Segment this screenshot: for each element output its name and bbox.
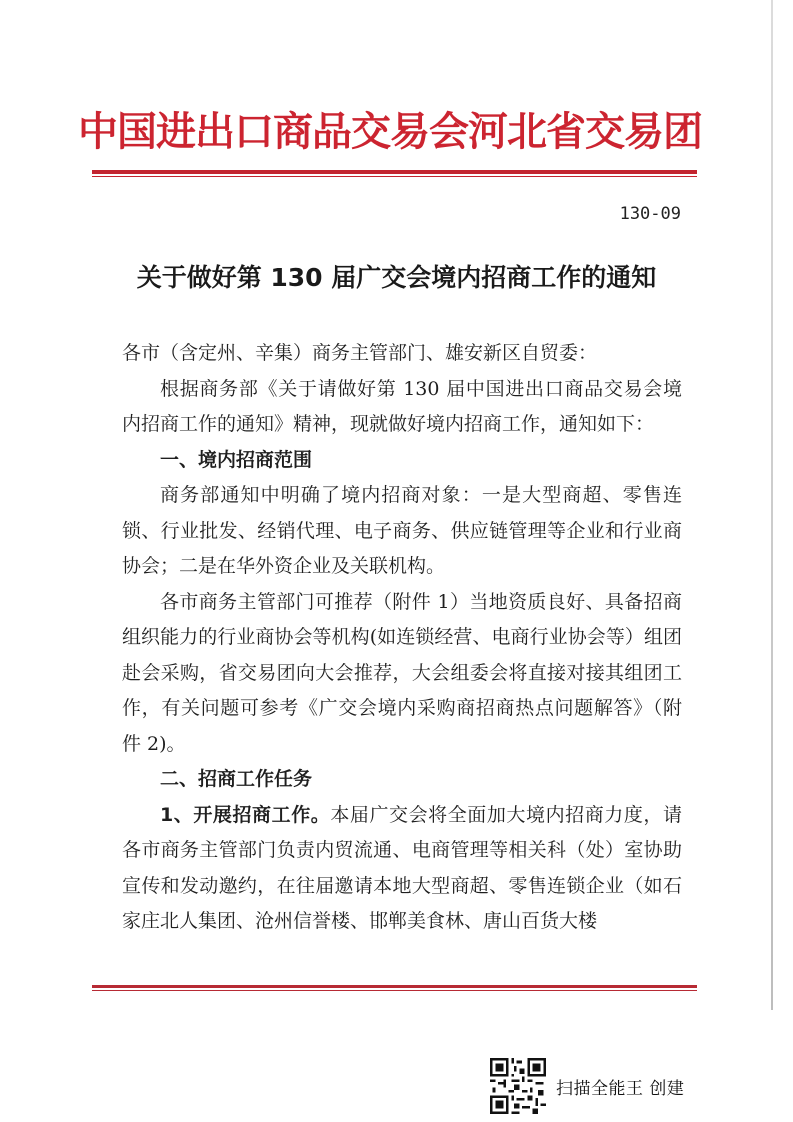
salutation: 各市（含定州、辛集）商务主管部门、雄安新区自贸委： bbox=[122, 342, 598, 364]
scanner-watermark bbox=[490, 1058, 684, 1114]
task-lead: 1、开展招商工作。 bbox=[160, 803, 331, 826]
letterhead-rule-thick bbox=[92, 170, 697, 174]
paragraph-tasks bbox=[122, 798, 682, 940]
paragraph-recommend: 各市商务主管部门可推荐（附件 1）当地资质良好、具备招商组织能力的行业商协会等机构(如连锁经营、电商行业协会等）组团赴会采购，省交易团向大会推荐，大会组委会将直接对接其组团工作，有关问题可参考《广交会境内采购商招商热点问题解答》（附件 2)。 bbox=[122, 590, 682, 755]
paragraph-scope: 商务部通知中明确了境内招商对象：一是大型商超、零售连锁、行业批发、经销代理、电子商务、供应链管理等企业和行业商协会；二是在华外资企业及关联机构。 bbox=[122, 484, 682, 577]
watermark-text: 扫描全能王 创建 bbox=[556, 1078, 685, 1099]
section-heading-2: 二、招商工作任务 bbox=[160, 768, 313, 790]
task-text: 本届广交会将全面加大境内招商力度，请各市商务主管部门负责内贸流通、电商管理等相关科（处）室协助宣传和发动邀约，在往届邀请本地大型商超、零售连锁企业（如石家庄北人集团、沧州信誉楼、邯郸美食林、唐山百货大楼 bbox=[122, 803, 682, 932]
section-heading-1: 一、境内招商范围 bbox=[160, 448, 313, 471]
footer-rule-thick bbox=[92, 985, 697, 988]
letterhead-title: 中国进出口商品交易会河北省交易团 bbox=[78, 108, 702, 155]
paragraph-intro: 根据商务部《关于请做好第 130 届中国进出口商品交易会境内招商工作的通知》精神，现就做好境内招商工作，通知如下： bbox=[122, 377, 682, 435]
footer-rule-thin bbox=[92, 990, 697, 991]
letterhead-rule-thin bbox=[92, 176, 697, 177]
document-body bbox=[122, 336, 682, 940]
scan-edge-shadow bbox=[771, 0, 773, 1010]
qr-code-icon bbox=[490, 1058, 546, 1114]
document-number: 130-09 bbox=[619, 204, 681, 224]
document-title: 关于做好第 130 届广交会境内招商工作的通知 bbox=[136, 263, 657, 292]
